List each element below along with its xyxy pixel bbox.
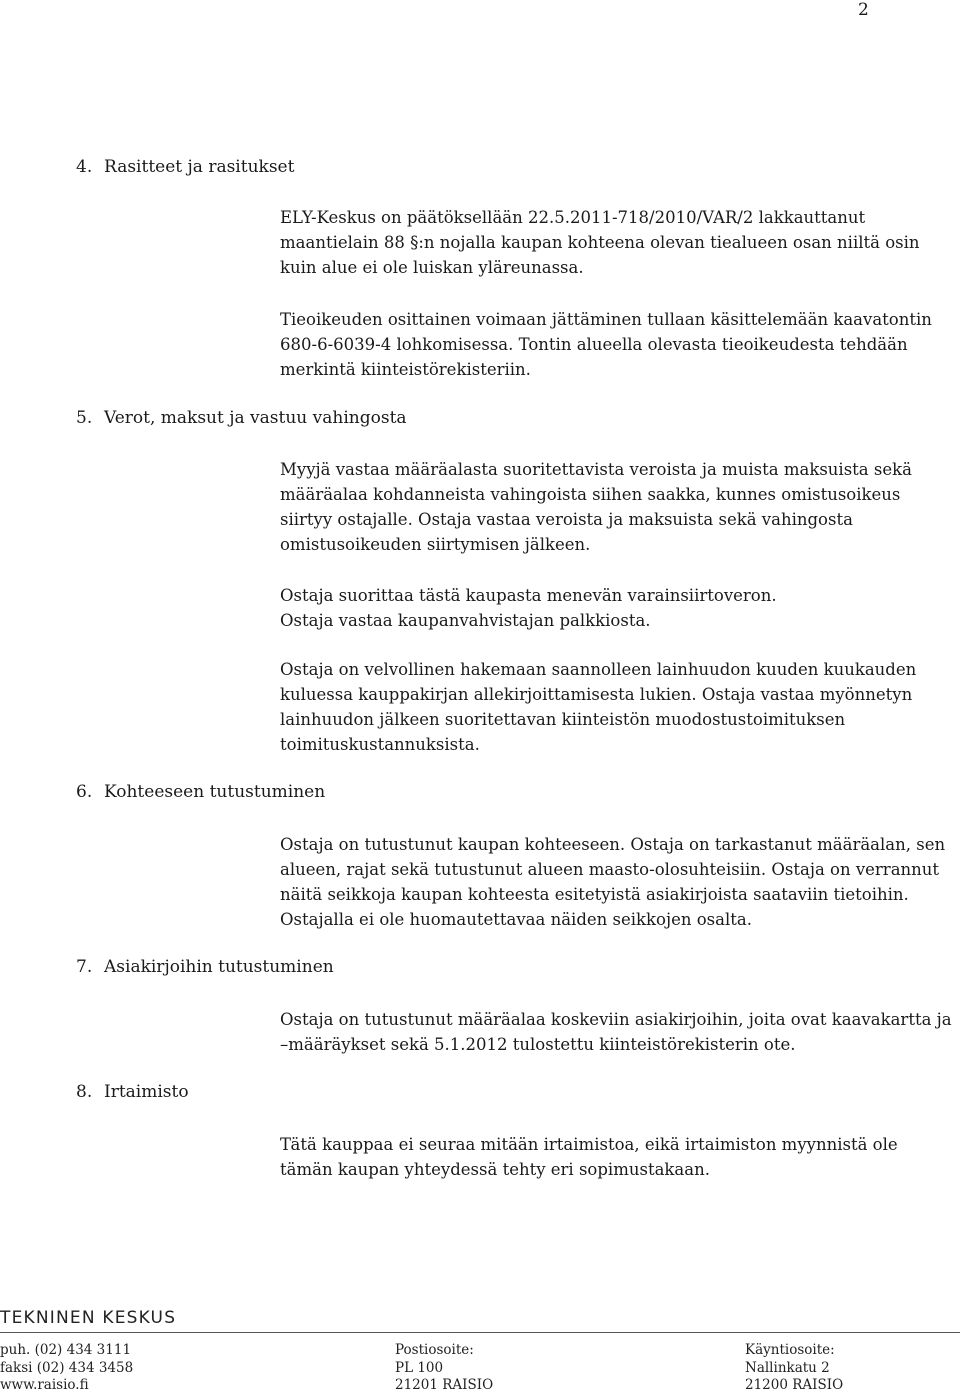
section-title: Irtaimisto [104,1082,189,1102]
footer-postal-address [395,1342,493,1395]
text-line: määräalaa kohdanneista vahingoista siihen saakka, kunnes omistusoikeus [280,485,901,504]
text-line: toimituskustannuksista. [280,735,480,754]
section-heading-4 [76,157,294,177]
section-heading-6 [76,782,325,802]
text-line: merkintä kiinteistörekisteriin. [280,360,531,379]
text-line: kuin alue ei ole luiskan yläreunassa. [280,258,584,277]
section-heading-8 [76,1082,189,1102]
footer-fax: faksi (02) 434 3458 [0,1359,134,1376]
text-line: 680-6-6039-4 lohkomisessa. Tontin alueella olevasta tieoikeudesta tehdään [280,335,908,354]
page-number: 2 [858,0,869,20]
footer-line: Nallinkatu 2 [745,1359,830,1376]
section-number: 8. [76,1082,93,1102]
section-title: Rasitteet ja rasitukset [104,157,295,177]
section-title: Kohteeseen tutustuminen [104,782,326,802]
text-line: Ostajalla ei ole huomautettavaa näiden seikkojen osalta. [280,910,752,929]
footer-visiting-address [745,1342,843,1395]
footer-divider [0,1332,960,1333]
footer-line: 21201 RAISIO [395,1377,494,1393]
paragraph-documents [280,1007,950,1057]
paragraph-movables [280,1132,950,1182]
paragraph-property-inspection [280,832,950,932]
department-logo: TEKNINEN KESKUS [0,1308,177,1328]
section-heading-5 [76,408,407,428]
text-line: omistusoikeuden siirtymisen jälkeen. [280,535,591,554]
footer-line: 21200 RAISIO [745,1377,844,1393]
text-line: Ostaja vastaa kaupanvahvistajan palkkiosta. [280,611,651,630]
text-line: näitä seikkoja kaupan kohteesta esitetyistä asiakirjoista saataviin tietoihin. [280,885,909,904]
section-number: 7. [76,957,93,977]
section-heading-7 [76,957,334,977]
text-line: Myyjä vastaa määräalasta suoritettavista veroista ja muista maksuista sekä [280,460,912,479]
text-line: ELY-Keskus on päätöksellään 22.5.2011-718/2010/VAR/2 lakkauttanut [280,208,866,227]
section-title: Verot, maksut ja vastuu vahingosta [104,408,407,428]
text-line: lainhuudon jälkeen suoritettavan kiinteistön muodostustoimituksen [280,710,846,729]
text-line: Ostaja suorittaa tästä kaupasta menevän varainsiirtoveron. [280,586,777,605]
footer-website-link[interactable]: www.raisio.fi [0,1377,89,1393]
text-line: Ostaja on tutustunut määräalaa koskeviin asiakirjoihin, joita ovat kaavakartta ja [280,1010,952,1029]
text-line: Ostaja on tutustunut kaupan kohteeseen. Ostaja on tarkastanut määräalan, sen [280,835,946,854]
text-line: kuluessa kauppakirjan allekirjoittamisesta lukien. Ostaja vastaa myönnetyn [280,685,913,704]
footer-phone: puh. (02) 434 3111 [0,1342,132,1358]
text-line: –määräykset sekä 5.1.2012 tulostettu kiinteistörekisterin ote. [280,1035,796,1054]
text-line: Tätä kauppaa ei seuraa mitään irtaimistoa, eikä irtaimiston myynnistä ole [280,1135,898,1154]
paragraph-title-registration [280,657,950,757]
text-line: tämän kaupan yhteydessä tehty eri sopimustakaan. [280,1160,710,1179]
section-number: 4. [76,157,93,177]
text-line: maantielain 88 §:n nojalla kaupan kohteena olevan tiealueen osan niiltä osin [280,233,920,252]
footer-label: Käyntiosoite: [745,1342,835,1358]
text-line: alueen, rajat sekä tutustunut alueen maasto-olosuhteisiin. Ostaja on verrannut [280,860,940,879]
paragraph-road-right [280,307,950,382]
footer-line: PL 100 [395,1359,444,1376]
text-line: siirtyy ostajalle. Ostaja vastaa veroista ja maksuista sekä vahingosta [280,510,853,529]
text-line: Ostaja on velvollinen hakemaan saannolleen lainhuudon kuuden kuukauden [280,660,917,679]
paragraph-road-area [280,205,950,280]
section-number: 5. [76,408,93,428]
section-number: 6. [76,782,93,802]
section-title: Asiakirjoihin tutustuminen [104,957,334,977]
footer-contact [0,1342,133,1395]
footer-label: Postiosoite: [395,1342,474,1358]
paragraph-transfer-tax [280,583,950,633]
paragraph-taxes [280,457,950,557]
text-line: Tieoikeuden osittainen voimaan jättäminen tullaan käsittelemään kaavatontin [280,310,932,329]
